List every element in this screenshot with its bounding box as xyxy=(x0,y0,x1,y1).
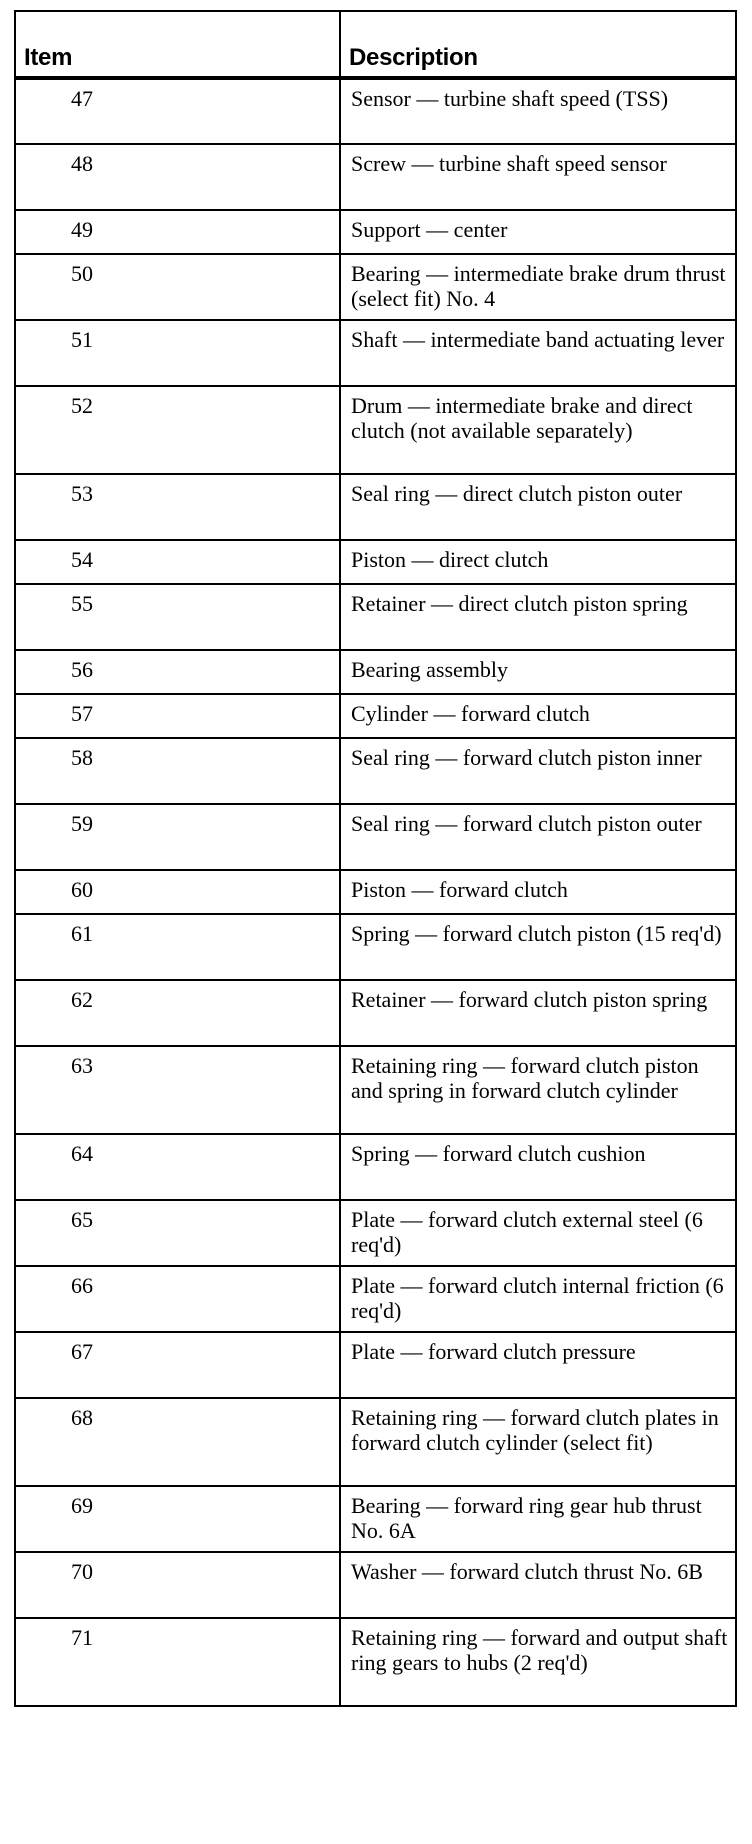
table-row xyxy=(15,1266,736,1332)
table-row xyxy=(15,1046,736,1134)
description-cell: Piston — direct clutch xyxy=(340,540,736,584)
item-number-cell: 70 xyxy=(15,1552,340,1618)
description-cell: Plate — forward clutch pressure xyxy=(340,1332,736,1398)
item-number-cell: 54 xyxy=(15,540,340,584)
description-cell: Sensor — turbine shaft speed (TSS) xyxy=(340,78,736,144)
description-cell: Spring — forward clutch cushion xyxy=(340,1134,736,1200)
item-number-cell: 61 xyxy=(15,914,340,980)
table-row xyxy=(15,584,736,650)
description-cell: Support — center xyxy=(340,210,736,254)
table-row xyxy=(15,386,736,474)
table-header-row xyxy=(15,11,736,78)
description-cell: Seal ring — direct clutch piston outer xyxy=(340,474,736,540)
table-row xyxy=(15,1398,736,1486)
item-number-cell: 47 xyxy=(15,78,340,144)
item-number-cell: 49 xyxy=(15,210,340,254)
description-cell: Cylinder — forward clutch xyxy=(340,694,736,738)
item-number-cell: 63 xyxy=(15,1046,340,1134)
item-number-cell: 71 xyxy=(15,1618,340,1706)
table-row xyxy=(15,1134,736,1200)
description-cell: Retainer — forward clutch piston spring xyxy=(340,980,736,1046)
description-cell: Retainer — direct clutch piston spring xyxy=(340,584,736,650)
table-row xyxy=(15,254,736,320)
table-row xyxy=(15,1618,736,1706)
description-cell: Seal ring — forward clutch piston inner xyxy=(340,738,736,804)
description-cell: Washer — forward clutch thrust No. 6B xyxy=(340,1552,736,1618)
table-row xyxy=(15,914,736,980)
table-row xyxy=(15,1332,736,1398)
table-row xyxy=(15,870,736,914)
item-column-header: Item xyxy=(15,11,340,78)
description-cell: Piston — forward clutch xyxy=(340,870,736,914)
table-row xyxy=(15,694,736,738)
item-number-cell: 64 xyxy=(15,1134,340,1200)
description-cell: Screw — turbine shaft speed sensor xyxy=(340,144,736,210)
table-row xyxy=(15,78,736,144)
table-row xyxy=(15,320,736,386)
description-cell: Retaining ring — forward clutch plates in forward clutch cylinder (select fit) xyxy=(340,1398,736,1486)
item-number-cell: 62 xyxy=(15,980,340,1046)
table-row xyxy=(15,210,736,254)
item-number-cell: 68 xyxy=(15,1398,340,1486)
item-number-cell: 48 xyxy=(15,144,340,210)
item-number-cell: 60 xyxy=(15,870,340,914)
table-row xyxy=(15,1200,736,1266)
table-row xyxy=(15,540,736,584)
table-row xyxy=(15,144,736,210)
table-body xyxy=(15,78,736,1706)
table-row xyxy=(15,650,736,694)
table-row xyxy=(15,804,736,870)
item-number-cell: 55 xyxy=(15,584,340,650)
description-cell: Retaining ring — forward clutch piston and spring in forward clutch cylinder xyxy=(340,1046,736,1134)
table-row xyxy=(15,980,736,1046)
table-row xyxy=(15,1486,736,1552)
description-cell: Bearing — forward ring gear hub thrust No. 6A xyxy=(340,1486,736,1552)
item-number-cell: 52 xyxy=(15,386,340,474)
description-cell: Retaining ring — forward and output shaft ring gears to hubs (2 req'd) xyxy=(340,1618,736,1706)
description-column-header: Description xyxy=(340,11,736,78)
description-cell: Plate — forward clutch internal friction (6 req'd) xyxy=(340,1266,736,1332)
description-cell: Plate — forward clutch external steel (6 req'd) xyxy=(340,1200,736,1266)
item-number-cell: 67 xyxy=(15,1332,340,1398)
item-number-cell: 66 xyxy=(15,1266,340,1332)
item-number-cell: 51 xyxy=(15,320,340,386)
description-cell: Seal ring — forward clutch piston outer xyxy=(340,804,736,870)
table-row xyxy=(15,474,736,540)
item-number-cell: 57 xyxy=(15,694,340,738)
table-row xyxy=(15,738,736,804)
description-cell: Shaft — intermediate band actuating lever xyxy=(340,320,736,386)
item-number-cell: 69 xyxy=(15,1486,340,1552)
item-number-cell: 58 xyxy=(15,738,340,804)
item-number-cell: 59 xyxy=(15,804,340,870)
table-row xyxy=(15,1552,736,1618)
description-cell: Spring — forward clutch piston (15 req'd) xyxy=(340,914,736,980)
item-number-cell: 50 xyxy=(15,254,340,320)
description-cell: Bearing assembly xyxy=(340,650,736,694)
item-number-cell: 56 xyxy=(15,650,340,694)
parts-table xyxy=(14,10,737,1707)
description-cell: Bearing — intermediate brake drum thrust (select fit) No. 4 xyxy=(340,254,736,320)
item-number-cell: 53 xyxy=(15,474,340,540)
item-number-cell: 65 xyxy=(15,1200,340,1266)
description-cell: Drum — intermediate brake and direct clutch (not available separately) xyxy=(340,386,736,474)
